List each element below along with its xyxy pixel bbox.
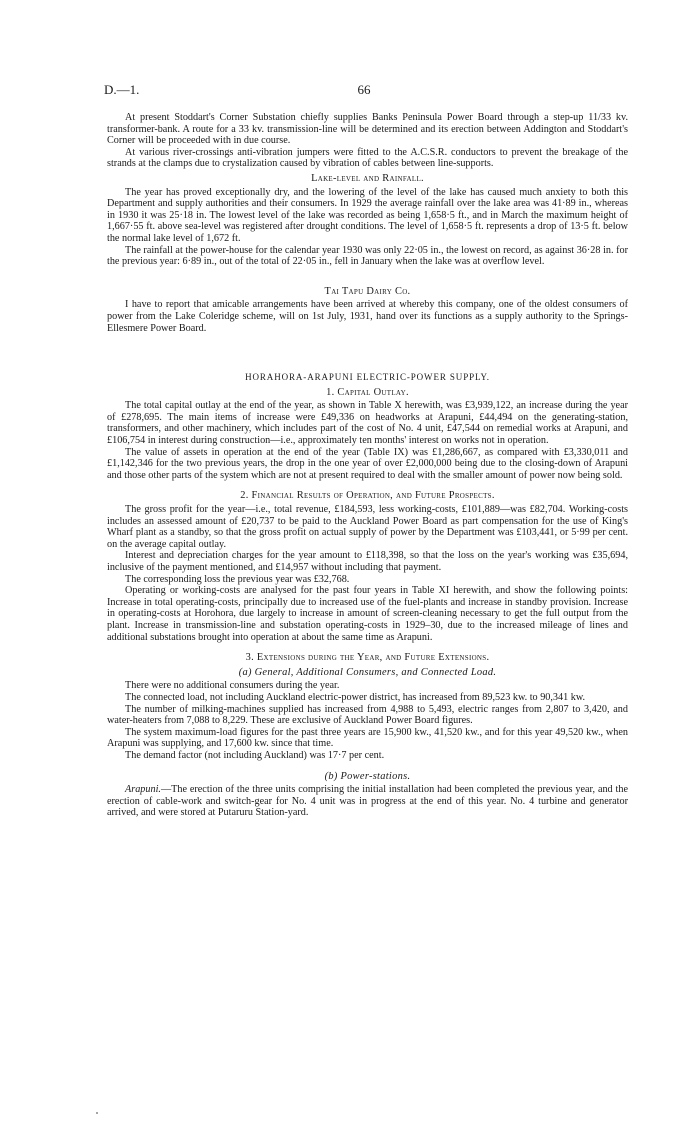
paragraph: The total capital outlay at the end of the year, as shown in Table X herewith, was £3,939,122, an increase during the year of £278,695. The main items of increase were £49,336 on headworks at Arapuni, £44,494 on the generating-station, transformers, and other machinery, which includes part of the cost of No. 4 unit, £47,544 on remedial works at Arapuni, and £106,754 in interest during construction—i.e., approximately ten months' interest on works not in operation. [107,400,628,447]
paragraph: The corresponding loss the previous year was £32,768. [125,573,350,585]
paragraph: There were no additional consumers during the year. [125,680,340,692]
spacer [107,762,628,768]
scan-speck [96,1112,98,1114]
paragraph: The demand factor (not including Auckland) was 17·7 per cent. [125,749,385,761]
paragraph: The value of assets in operation at the end of the year (Table IX) was £1,286,667, as compared with £3,330,011 and £1,142,346 for the two previous years, the drop in the one year of over £2,000,000 being due to the closing-down of Arapuni and those other parts of the system which are not at present required to deal with the smaller amount of power now being sold. [107,446,628,481]
paragraph: At various river-crossings anti-vibration jumpers were fitted to the A.C.S.R. conductors to prevent the breakage of the strands at the clamps due to crystalization caused by vibration of cables between line-supports. [107,146,628,170]
paragraph [107,784,628,819]
subsection-heading: (a) General, Additional Consumers, and Connected Load. [238,666,497,678]
paragraph: The system maximum-load figures for the past three years are 15,900 kw., 41,520 kw., and for this year 49,520 kw., when Arapuni was supplying, and 17,600 kw. since that time. [107,726,628,750]
section-heading: Lake-level and Rainfall. [311,172,424,184]
page-number: 66 [357,82,371,97]
paragraph: The gross profit for the year—i.e., total revenue, £184,593, less working-costs, £101,889—was £82,704. Working-costs includes an assessed amount of £20,737 to be paid to the Auckland Power Board as part compensation for the use of King's Wharf plant as a standby, so that the gross profit on actual supply of power by the Department was £103,441, or 5·99 per cent. on the average capital outlay. [107,504,628,550]
section-heading: Tai Tapu Dairy Co. [324,285,411,297]
paragraph: Operating or working-costs are analysed for the past four years in Table XI herewith, and show the following points: Increase in total operating-costs, principally due to increased use of the fuel-plants and increase in standby provision. Increase in operating-costs at Horohora, due largely to increase in amount of screen-cleaning necessary to get the full output from the plant. Increase in transmission-line and substation operating-costs in 1929–30, due to the increased mileage of lines and additional substations brought into operation at about the same time as Arapuni. [107,585,628,643]
paragraph: I have to report that amicable arrangements have been arrived at whereby this company, one of the oldest consumers of power from the Lake Coleridge scheme, will on 1st July, 1931, hand over its functions as a supply authority to the Springs-Ellesmere Power Board. [107,299,628,334]
spacer [107,481,628,487]
paragraph: The connected load, not including Auckland electric-power district, has increased from 89,523 kw. to 90,341 kw. [125,691,586,703]
spacer [107,643,628,649]
spacer [107,334,628,372]
subsection-heading: (b) Power-stations. [324,770,411,782]
paragraph-lead: Arapuni. [125,784,161,796]
section-heading: 1. Capital Outlay. [326,386,409,398]
document-reference: D.—1. [104,82,140,97]
page-header [104,82,624,98]
paragraph: The number of milking-machines supplied has increased from 4,988 to 5,493, electric ranges from 2,807 to 3,420, and water-heaters from 7,088 to 8,229. These are exclusive of Auckland Power Board figures. [107,703,628,727]
paragraph: Interest and depreciation charges for the year amount to £118,398, so that the loss on the year's working was £35,694, inclusive of the payment mentioned, and £14,957 without including that payment. [107,550,628,573]
paragraph: The year has proved exceptionally dry, and the lowering of the level of the lake has caused much anxiety to both this Department and supply authorities and their consumers. In 1929 the average rainfall over the lake area was 41·89 in., whereas in 1930 it was 25·18 in. The lowest level of the lake was recorded as being 1,658·5 ft., and in March the maximum height of 1,667·55 ft. above sea-level was registered after drought conditions. The level of 1,658·5 ft. represents a drop of 13·5 ft. below the normal lake level of 1,672 ft. [107,186,628,244]
document-body [107,112,628,819]
section-heading: 3. Extensions during the Year, and Future Extensions. [245,652,490,664]
paragraph: The rainfall at the power-house for the calendar year 1930 was only 22·05 in., the lowest on record, as against 36·28 in. for the previous year: 6·89 in., out of the total of 22·05 in., fell in January when the lake was at overflow level. [107,244,628,268]
section-heading: 2. Financial Results of Operation, and Future Prospects. [240,490,495,502]
spacer [107,268,628,283]
paragraph-text: —The erection of the three units comprising the initial installation had been completed the previous year, and the erection of cable-work and switch-gear for No. 4 unit was in progress at the end of this year. No. 4 turbine and generator arrived, and were stored at Putaruru Station-yard. [107,784,628,819]
part-title: HORAHORA-ARAPUNI ELECTRIC-POWER SUPPLY. [245,372,490,383]
paragraph: At present Stoddart's Corner Substation chiefly supplies Banks Peninsula Power Board through a step-up 11/33 kv. transformer-bank. A route for a 33 kv. transmission-line will be determined and its erection between Addington and Stoddart's Corner will be proceeded with in due course. [107,112,628,147]
